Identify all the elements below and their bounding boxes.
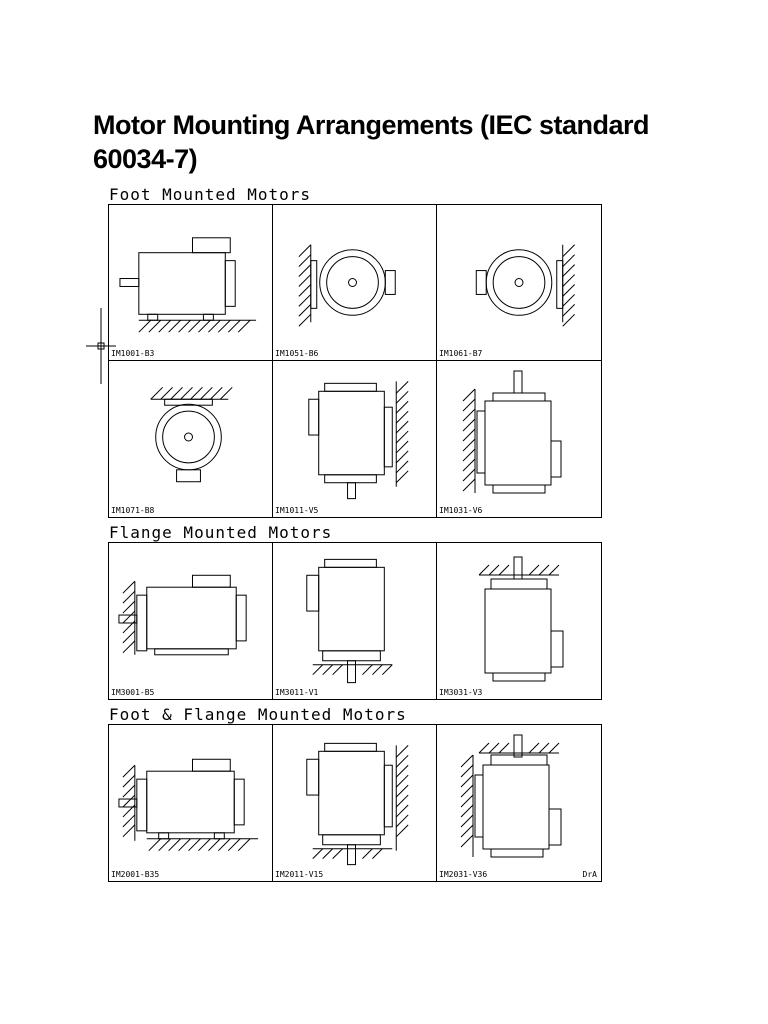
motor-vertical-shaft-up-wall-left-icon [437,361,601,517]
mounting-cell [273,361,437,517]
mounting-cell [273,205,437,361]
section-heading-foot: Foot Mounted Motors [109,185,312,204]
mounting-cell [273,725,437,881]
mounting-cell [437,205,601,361]
mounting-code: IM1001-B3 [111,349,155,358]
mounting-code: IM1011-V5 [275,506,319,515]
document-title: Motor Mounting Arrangements (IEC standard 60034-7) [93,110,650,174]
mounting-cell [437,361,601,517]
motor-end-view-wall-right-icon [437,205,601,360]
flange-mounted-grid [108,542,602,700]
mounting-code: IM3031-V3 [439,688,483,697]
motor-vertical-foot-flange-ceiling-icon [437,725,601,881]
mounting-code: IM2011-V15 [275,870,324,879]
motor-horizontal-foot-floor-icon [109,205,272,360]
mounting-code: IM3011-V1 [275,688,319,697]
mounting-code: IM1071-B8 [111,506,155,515]
mounting-cell [109,361,273,517]
author-mark: DrA [582,870,597,879]
foot-mounted-grid [108,204,602,518]
motor-horizontal-foot-flange-icon [109,725,272,881]
mounting-cell [109,205,273,361]
motor-end-view-ceiling-icon [109,361,272,517]
mounting-cell [437,725,601,881]
motor-vertical-flange-ceiling-icon [437,543,601,699]
mounting-code: IM2001-B35 [111,870,160,879]
motor-vertical-shaft-down-wall-right-icon [273,361,436,517]
mounting-code: IM2031-V36 [439,870,488,879]
foot-flange-mounted-grid [108,724,602,882]
mounting-code: IM1061-B7 [439,349,483,358]
mounting-code: IM1031-V6 [439,506,483,515]
mounting-cell [273,543,437,699]
section-heading-flange: Flange Mounted Motors [109,523,333,542]
mounting-cell [437,543,601,699]
motor-vertical-foot-flange-floor-icon [273,725,436,881]
motor-end-view-wall-left-icon [273,205,436,360]
section-heading-foot-flange: Foot & Flange Mounted Motors [109,705,407,724]
motor-vertical-flange-floor-icon [273,543,436,699]
motor-horizontal-flange-wall-icon [109,543,272,699]
mounting-cell [109,543,273,699]
mounting-cell [109,725,273,881]
mounting-code: IM3001-B5 [111,688,155,697]
mounting-code: IM1051-B6 [275,349,319,358]
